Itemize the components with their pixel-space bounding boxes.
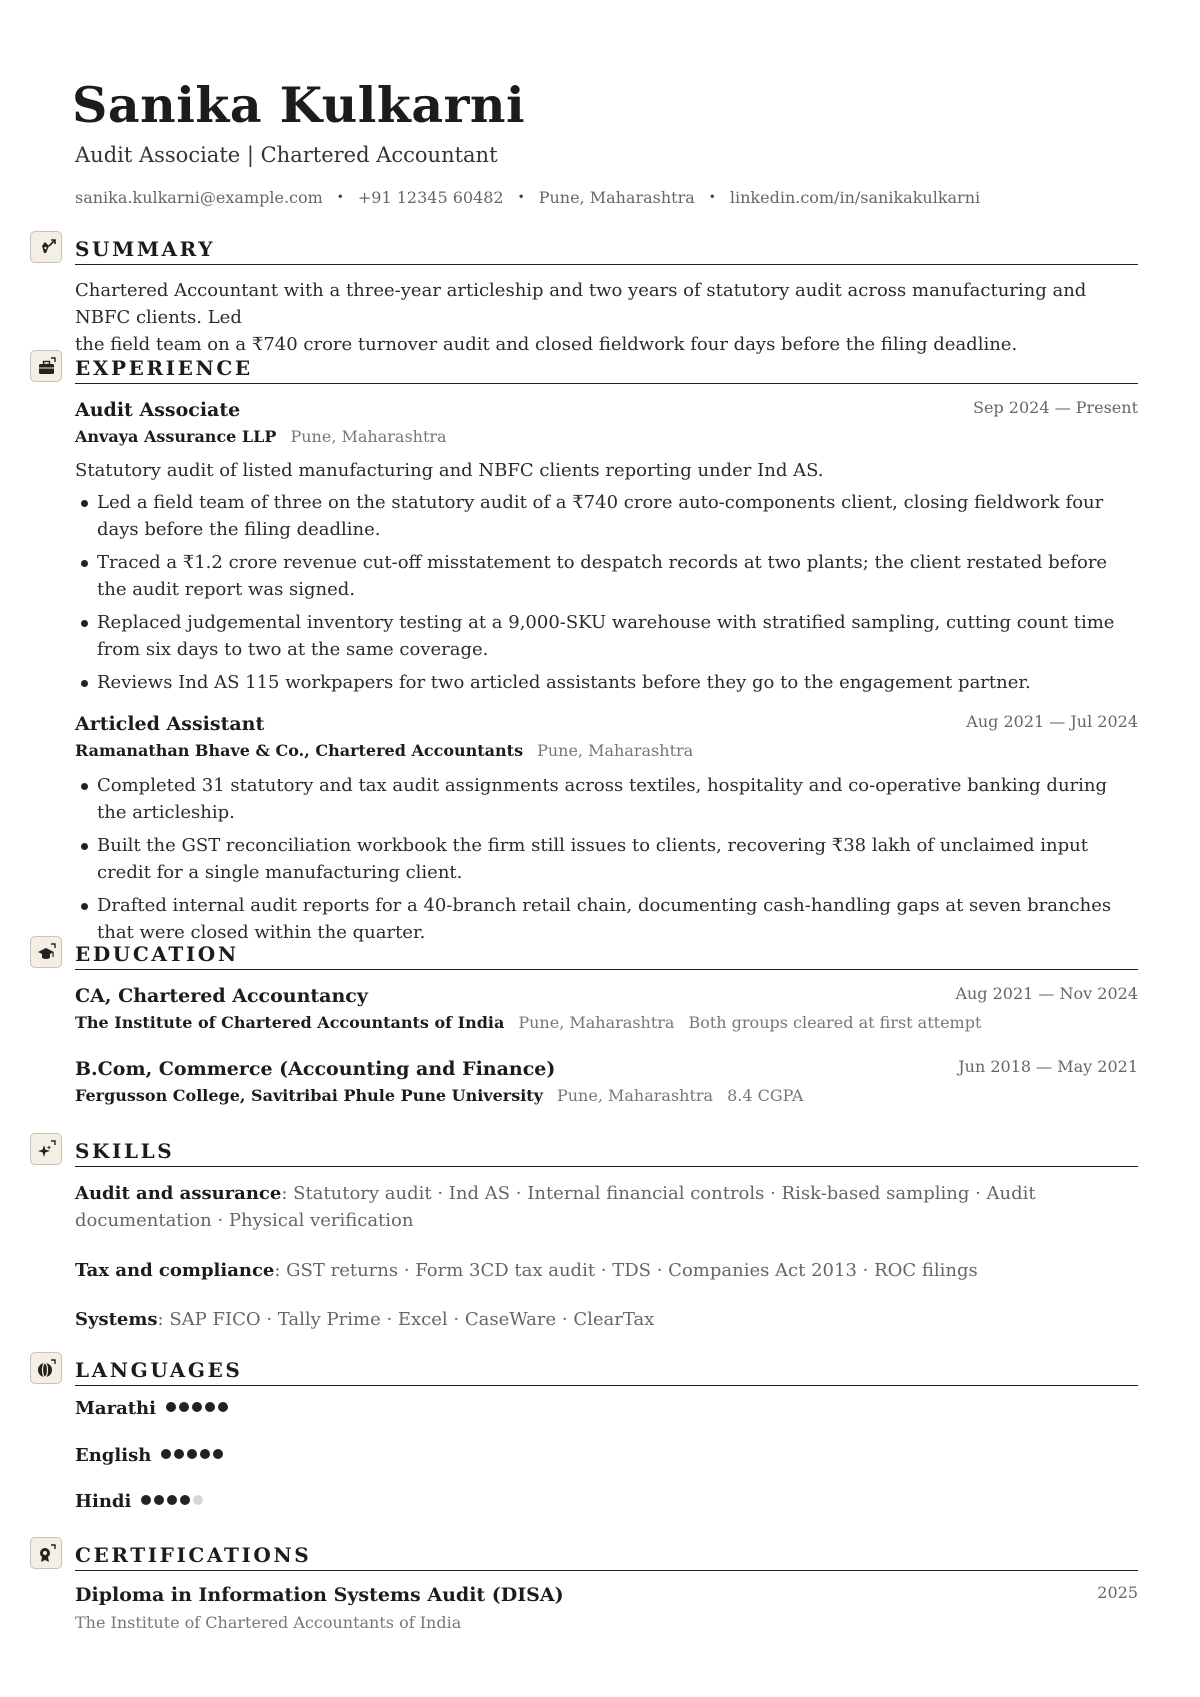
- skill-group-items: : GST returns · Form 3CD tax audit · TDS · Companies Act 2013 · ROC filings: [274, 1260, 978, 1281]
- section-certifications-header: [30, 1537, 1138, 1573]
- rating-dot-filled: [167, 1495, 177, 1505]
- skill-group-label: Systems: [75, 1309, 158, 1330]
- section-divider: [75, 1570, 1138, 1571]
- school-line: [75, 1086, 803, 1105]
- school-location: Pune, Maharashtra: [518, 1013, 675, 1032]
- list-item: Completed 31 statutory and tax audit assignments across textiles, hospitality and co-operative banking during the articleship.: [75, 772, 1138, 826]
- degree-title: B.Com, Commerce (Accounting and Finance): [75, 1058, 556, 1080]
- job-description: Statutory audit of listed manufacturing and NBFC clients reporting under Ind AS.: [75, 460, 824, 481]
- rating-dot-filled: [161, 1449, 171, 1459]
- contact-phone[interactable]: +91 12345 60482: [357, 188, 504, 207]
- section-education-header: [30, 936, 1138, 972]
- list-item: Reviews Ind AS 115 workpapers for two articled assistants before they go to the engagement partner.: [75, 669, 1138, 696]
- section-summary-header: [30, 231, 1138, 267]
- job-title: Audit Associate: [75, 399, 241, 421]
- job-bullets: [75, 489, 1138, 702]
- section-title-summary: SUMMARY: [75, 237, 216, 261]
- skill-group: [75, 1257, 1075, 1284]
- summary-text: [75, 277, 1138, 358]
- rating-dot-filled: [187, 1449, 197, 1459]
- school-location: Pune, Maharashtra: [556, 1086, 714, 1105]
- section-languages-header: [30, 1352, 1138, 1388]
- education-dates: Jun 2018 — May 2021: [958, 1057, 1138, 1076]
- list-item: Replaced judgemental inventory testing at a 9,000-SKU warehouse with stratified sampling, cutting count time from six days to two at the same coverage.: [75, 609, 1138, 663]
- section-divider: [75, 1385, 1138, 1386]
- skill-group: [75, 1306, 1075, 1333]
- rating-dot-empty: [193, 1495, 203, 1505]
- language-item: [75, 1491, 206, 1512]
- certification-issuer: The Institute of Chartered Accountants of India: [75, 1613, 462, 1632]
- job-title: Articled Assistant: [75, 713, 265, 735]
- education-note: 8.4 CGPA: [727, 1086, 804, 1105]
- contact-email[interactable]: sanika.kulkarni@example.com: [75, 188, 323, 207]
- contact-line: [75, 188, 980, 207]
- rating-dot-filled: [200, 1449, 210, 1459]
- rating-dot-filled: [174, 1449, 184, 1459]
- rating-dot-filled: [166, 1402, 176, 1412]
- language-rating: [161, 1443, 226, 1464]
- list-item: Built the GST reconciliation workbook the firm still issues to clients, recovering ₹38 lakh of unclaimed input credit for a single manufacturing client.: [75, 832, 1138, 886]
- language-name: Hindi: [75, 1491, 132, 1512]
- skill-group: [75, 1180, 1075, 1234]
- education-dates: Aug 2021 — Nov 2024: [955, 984, 1138, 1003]
- section-title-certifications: CERTIFICATIONS: [75, 1543, 312, 1567]
- contact-separator: •: [336, 190, 344, 204]
- language-name: Marathi: [75, 1398, 156, 1419]
- language-item: [75, 1398, 231, 1419]
- summary-line: Chartered Accountant with a three-year articleship and two years of statutory audit across manufacturing and NBFC clients. Led: [75, 280, 1087, 328]
- school-name: Fergusson College, Savitribai Phule Pune University: [75, 1086, 543, 1105]
- job-bullets: [75, 772, 1138, 952]
- job-dates: Sep 2024 — Present: [973, 398, 1138, 417]
- section-divider: [75, 383, 1138, 384]
- language-rating: [141, 1489, 206, 1510]
- sparkle-icon: [30, 1133, 62, 1165]
- rating-dot-filled: [141, 1495, 151, 1505]
- section-experience-header: [30, 350, 1138, 386]
- certification-title: Diploma in Information Systems Audit (DISA): [75, 1584, 564, 1606]
- award-icon: [30, 1537, 62, 1569]
- rating-dot-filled: [179, 1402, 189, 1412]
- job-employer-line: [75, 427, 447, 446]
- graduation-cap-icon: [30, 936, 62, 968]
- contact-location: Pune, Maharashtra: [538, 188, 695, 207]
- section-title-skills: SKILLS: [75, 1139, 175, 1163]
- skill-group-items: : SAP FICO · Tally Prime · Excel · CaseWare · ClearTax: [157, 1309, 655, 1330]
- skill-group-label: Tax and compliance: [75, 1260, 275, 1281]
- summary-line: the field team on a ₹740 crore turnover audit and closed fieldwork four days before the filing deadline.: [75, 334, 1018, 355]
- job-employer: Anvaya Assurance LLP: [75, 427, 277, 446]
- job-employer-line: [75, 741, 693, 760]
- rating-dot-filled: [205, 1402, 215, 1412]
- section-divider: [75, 1166, 1138, 1167]
- section-skills-header: [30, 1133, 1138, 1169]
- education-note: Both groups cleared at first attempt: [688, 1013, 982, 1032]
- candidate-headline: Audit Associate | Chartered Accountant: [75, 143, 498, 167]
- briefcase-icon: [30, 350, 62, 382]
- job-location: Pune, Maharashtra: [290, 427, 447, 446]
- school-name: The Institute of Chartered Accountants of India: [75, 1013, 505, 1032]
- list-item: Led a field team of three on the statutory audit of a ₹740 crore auto-components client, closing fieldwork four days before the filing deadline.: [75, 489, 1138, 543]
- job-dates: Aug 2021 — Jul 2024: [966, 712, 1138, 731]
- language-name: English: [75, 1445, 152, 1466]
- section-title-experience: EXPERIENCE: [75, 356, 253, 380]
- list-item: Drafted internal audit reports for a 40-branch retail chain, documenting cash-handling gaps at seven branches that were closed within the quarter.: [75, 892, 1138, 946]
- school-line: [75, 1013, 981, 1032]
- section-divider: [75, 264, 1138, 265]
- section-title-languages: LANGUAGES: [75, 1358, 243, 1382]
- skill-group-label: Audit and assurance: [75, 1183, 282, 1204]
- job-employer: Ramanathan Bhave & Co., Chartered Accountants: [75, 741, 524, 760]
- candidate-name: Sanika Kulkarni: [72, 76, 526, 134]
- contact-separator: •: [708, 190, 716, 204]
- certification-year: 2025: [1097, 1583, 1138, 1602]
- skill-group-items: : Statutory audit · Ind AS · Internal financial controls · Risk-based sampling · Audit documentation · Physical verification: [75, 1183, 1036, 1231]
- rating-dot-filled: [213, 1449, 223, 1459]
- language-rating: [166, 1396, 231, 1417]
- job-location: Pune, Maharashtra: [537, 741, 694, 760]
- rating-dot-filled: [218, 1402, 228, 1412]
- language-item: [75, 1445, 226, 1466]
- list-item: Traced a ₹1.2 crore revenue cut-off misstatement to despatch records at two plants; the client restated before the audit report was signed.: [75, 549, 1138, 603]
- contact-linkedin[interactable]: linkedin.com/in/sanikakulkarni: [729, 188, 981, 207]
- section-title-education: EDUCATION: [75, 942, 239, 966]
- degree-title: CA, Chartered Accountancy: [75, 985, 368, 1007]
- contact-separator: •: [517, 190, 525, 204]
- globe-icon: [30, 1352, 62, 1384]
- rating-dot-filled: [180, 1495, 190, 1505]
- rating-dot-filled: [154, 1495, 164, 1505]
- pen-nib-icon: [30, 231, 62, 263]
- rating-dot-filled: [192, 1402, 202, 1412]
- section-divider: [75, 969, 1138, 970]
